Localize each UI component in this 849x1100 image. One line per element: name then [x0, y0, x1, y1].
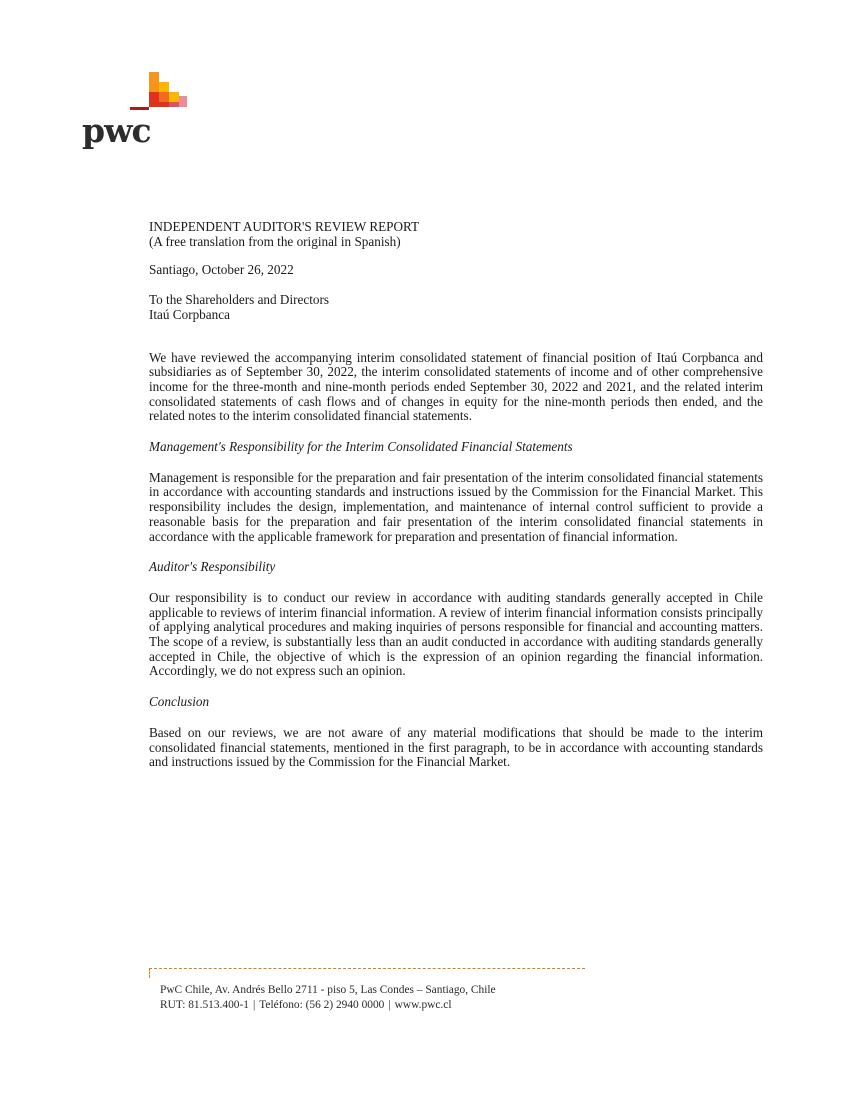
footer-contact	[160, 998, 496, 1013]
footer-website-link[interactable]: www.pwc.cl	[394, 999, 452, 1011]
footer-phone: Teléfono: (56 2) 2940 0000	[259, 999, 385, 1011]
addressee-line-1: To the Shareholders and Directors	[149, 292, 329, 308]
pwc-logo-blocks-icon	[130, 72, 192, 112]
auditor-paragraph: Our responsibility is to conduct our review in accordance with auditing standards generally accepted in Chile applicable to reviews of interim financial information. A review of interim financial information consists principally of applying analytical procedures and making inquiries of persons responsible for financial and accounting matters. The scope of a review, is substantially less than an audit conducted in accordance with auditing standards generally accepted in Chile, the objective of which is the expression of an opinion regarding the financial information. Accordingly, we do not express such an opinion.	[149, 589, 763, 679]
pwc-logo	[82, 72, 194, 162]
footer-rut: RUT: 81.513.400-1	[160, 999, 249, 1011]
management-heading: Management's Responsibility for the Interim Consolidated Financial Statements	[149, 439, 573, 455]
pwc-wordmark: pwc	[82, 111, 151, 150]
intro-paragraph: We have reviewed the accompanying interim consolidated statement of financial position of Itaú Corpbanca and subsidiaries as of September 30, 2022, the interim consolidated statements of income and of other comprehensive income for the three-month and nine-month periods ended September 30, 2022 and 2021, and the related interim consolidated statements of cash flows and of changes in equity for the nine-month periods then ended, and the related notes to the interim consolidated financial statements.	[149, 349, 763, 424]
footer-divider-tick	[149, 968, 150, 978]
footer-address: PwC Chile, Av. Andrés Bello 2711 - piso 5, Las Condes – Santiago, Chile	[160, 984, 496, 996]
conclusion-heading: Conclusion	[149, 694, 210, 710]
conclusion-paragraph: Based on our reviews, we are not aware of any material modifications that should be made to the interim consolidated financial statements, mentioned in the first paragraph, to be in accordance with accounting standards and instructions issued by the Commission for the Financial Market.	[149, 724, 763, 770]
report-date: Santiago, October 26, 2022	[149, 262, 294, 278]
addressee-line-2: Itaú Corpbanca	[149, 306, 230, 322]
footer-divider	[149, 968, 585, 969]
footer-separator-1: |	[252, 999, 256, 1011]
footer	[160, 983, 496, 1013]
report-title: INDEPENDENT AUDITOR'S REVIEW REPORT	[149, 219, 420, 234]
footer-separator-2: |	[388, 999, 391, 1011]
auditor-heading: Auditor's Responsibility	[149, 559, 276, 575]
management-paragraph: Management is responsible for the preparation and fair presentation of the interim consolidated financial statements in accordance with accounting standards and instructions issued by the Commission for the Financial Market. This responsibility includes the design, implementation, and maintenance of internal control sufficient to provide a reasonable basis for the preparation and fair presentation of the interim consolidated financial statements in accordance with the applicable framework for preparation and presentation of financial information.	[149, 469, 763, 544]
report-subtitle: (A free translation from the original in Spanish)	[149, 233, 401, 249]
report-body	[149, 220, 763, 770]
